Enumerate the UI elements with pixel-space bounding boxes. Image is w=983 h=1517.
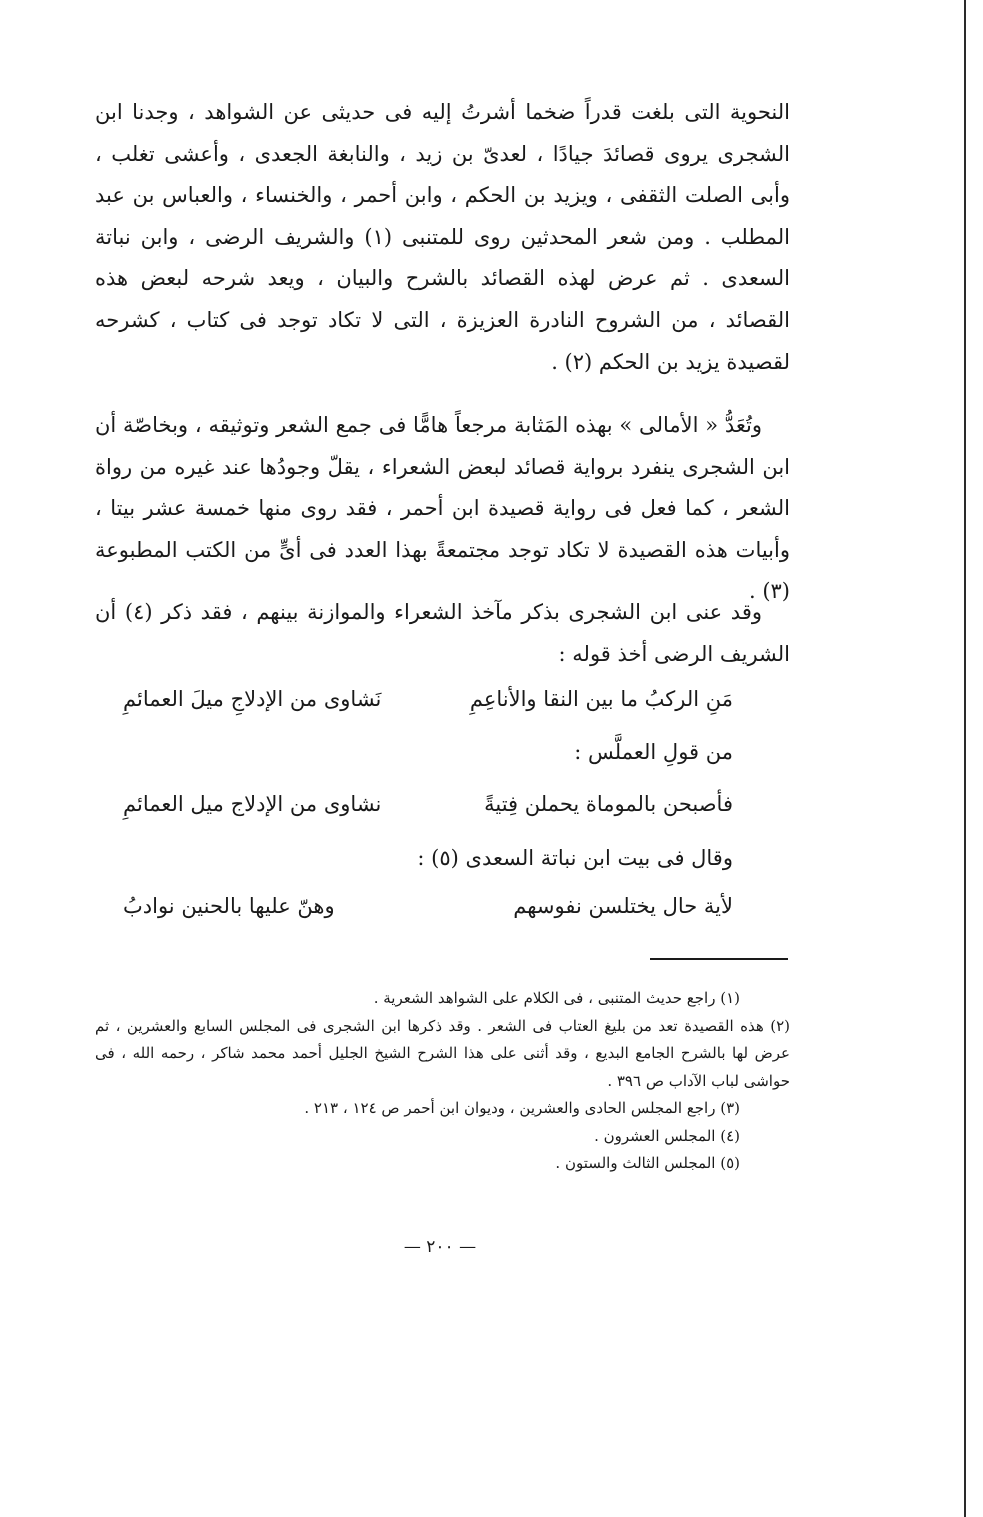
footnote-2: (٢) هذه القصيدة تعد من بليغ العتاب فى الشعر . وقد ذكرها ابن الشجرى فى المجلس السابع والعشرين ، ثم عرض لها بالشرح الجامع البديع ، وقد أثنى على هذا الشرح الشيخ الجليل أحمد محمد شاكر ، رحمه الله ، فى حواشى لباب الآداب ص ٣٩٦ . [95, 1016, 790, 1090]
footnote-separator [650, 958, 788, 960]
verse-1 [123, 679, 733, 719]
paragraph-1: النحوية التى بلغت قدراً ضخما أشرتُ إليه فى حديثى عن الشواهد ، وجدنا ابن الشجرى يروى قصائدَ جيادًا ، لعدىّ بن زيد ، والنابغة الجعدى ، وأعشى تغلب ، وأبى الصلت الثقفى ، ويزيد بن الحكم ، وابن أحمر ، والخنساء ، والعباس بن عبد المطلب . ومن شعر المحدثين روى للمتنبى (١) والشريف الرضى ، وابن نباتة السعدى . ثم عرض لهذه القصائد بالشرح والبيان ، ويعد شرحه لبعض هذه القصائد ، من الشروح النادرة العزيزة ، التى لا تكاد توجد فى كتاب ، كشرحه لقصيدة يزيد بن الحكم (٢) . [95, 100, 790, 374]
footnote-1: (١) راجع حديث المتنبى ، فى الكلام على الشواهد الشعرية . [373, 989, 740, 1007]
footnote-3: (٣) راجع المجلس الحادى والعشرين ، وديوان ابن أحمر ص ١٢٤ ، ٢١٣ . [304, 1099, 740, 1117]
footnote-4: (٤) المجلس العشرون . [594, 1126, 740, 1145]
connector-and-said: وقال فى بيت ابن نباتة السعدى (٥) : [417, 846, 733, 870]
connector-from-saying: من قولِ العملَّس : [574, 740, 733, 764]
footnotes [95, 985, 790, 1178]
verse-1-second-hemistich: نَشاوى من الإدلاجِ ميلَ العمائمِ [123, 687, 382, 711]
verse-2 [123, 784, 733, 824]
footnote-5: (٥) المجلس الثالث والستون . [555, 1154, 740, 1172]
scan-edge-line [964, 0, 966, 1517]
page-number: — ٢٠٠ — [403, 1237, 477, 1257]
verse-1-first-hemistich: مَنِ الركبُ ما بين النقا والأناعِمِ [469, 687, 733, 711]
verse-2-second-hemistich: نشاوى من الإدلاج ميل العمائمِ [123, 792, 382, 816]
paragraph-3: وقد عنى ابن الشجرى بذكر مآخذ الشعراء والموازنة بينهم ، فقد ذكر (٤) أن الشريف الرضى أخذ قوله : [95, 600, 790, 666]
verse-3-first-hemistich: لأية حال يختلسن نفوسهم [513, 894, 733, 918]
verse-3 [123, 886, 733, 926]
verse-3-second-hemistich: وهنّ عليها بالحنين نوادبُ [123, 894, 335, 918]
paragraph-2: وتُعَدُّ « الأمالى » بهذه المَثابة مرجعاً هامًّا فى جمع الشعر وتوثيقه ، وبخاصّة أن ابن الشجرى ينفرد برواية قصائد لبعض الشعراء ، يقلّ وجودُها عند غيره من رواة الشعر ، كما فعل فى رواية قصيدة ابن أحمر ، فقد روى منها خمسة عشر بيتا ، وأبيات هذه القصيدة لا تكاد توجد مجتمعةً بهذا العدد فى أىٍّ من الكتب المطبوعة (٣) . [95, 413, 790, 604]
verse-2-first-hemistich: فأصبحن بالموماة يحملن فِتيةً [484, 792, 733, 816]
